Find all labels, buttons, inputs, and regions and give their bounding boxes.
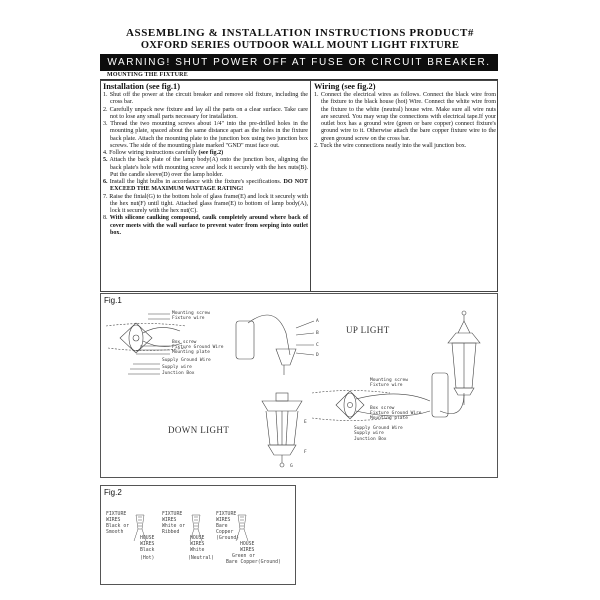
installation-step: 4. Follow wiring instructions carefully (see fig.2): [103, 150, 224, 156]
wire-label: WIRES: [106, 518, 121, 523]
installation-step: 6. Install the light bulbs in accordance with the fixture's specifications. DO NOT EXCEED THE MAXIMUM WATTAGE RATING!: [103, 179, 308, 193]
callout-label: Junction Box: [162, 371, 195, 376]
wire-label: Black: [140, 548, 155, 553]
wire-label: Ribbed: [162, 530, 180, 535]
wire-label: FIXTURE: [106, 512, 127, 517]
wire-label: White or: [162, 524, 186, 529]
wall-line: [106, 324, 186, 327]
callout-label: Junction Box: [354, 437, 387, 442]
wire-label: (Neutral): [188, 556, 214, 561]
installation-step: 1. Shut off the power at the circuit breaker and remove old fixture, including the cross bar.: [103, 92, 308, 106]
column-divider: [310, 80, 311, 292]
callout-label: Mounting screw: [370, 378, 408, 383]
wire-label: Black or: [106, 524, 130, 529]
callout-label: Box screw: [370, 406, 395, 411]
wire-label: WIRES: [162, 518, 177, 523]
installation-step: 5. Attach the back plate of the lamp body(A) onto the junction box, aligning the back plate's hole with mounting screw and lock it securely with the hex nuts(B). Put the candle sleeve(D) over the lamp holder.: [103, 157, 308, 178]
up-light-label: UP LIGHT: [346, 325, 390, 335]
callout-label: Supply wire: [162, 365, 192, 370]
part-letter: D: [316, 353, 319, 358]
wire-label: White: [190, 548, 205, 553]
wire-label: Bare Copper(Ground): [226, 560, 281, 565]
down-light-label: DOWN LIGHT: [168, 425, 230, 435]
wire-label: Green or: [232, 554, 256, 559]
callout-label: Mounting plate: [172, 350, 210, 355]
installation-heading: Installation (see fig.1): [103, 82, 180, 91]
wiring-step: 2. Tuck the wire connections neatly into the wall junction box.: [314, 142, 467, 149]
installation-step: 3. Thread the two mounting screws about 1/4" into the pre-drilled holes in the mounting plate, spaced about the same distance apart as the holes in the fixture back plate. Attach the mounting plate to the junction box using two junction box screws. The side of the mounting plate marked "GND" must face out.: [103, 121, 308, 149]
wire-label: HOUSE: [240, 542, 255, 547]
wire-label: WIRES: [240, 548, 255, 553]
part-letter: E: [304, 420, 307, 425]
wire-label: Smooth: [106, 530, 124, 535]
wire-label: HOUSE: [190, 536, 205, 541]
wiring-section: [314, 82, 496, 150]
callout-label: Box screw: [172, 340, 197, 345]
callout-label: Mounting plate: [370, 416, 408, 421]
wire-label: WIRES: [140, 542, 155, 547]
part-letter: F: [304, 450, 307, 455]
wire-label: WIRES: [190, 542, 205, 547]
wire-label: WIRES: [216, 518, 231, 523]
callout-label: Fixture Ground Wire: [370, 411, 422, 416]
wire-label: FIXTURE: [162, 512, 183, 517]
wire-label: FIXTURE: [216, 512, 237, 517]
warning-banner: WARNING! SHUT POWER OFF AT FUSE OR CIRCUIT BREAKER.: [100, 54, 498, 71]
callout-label: Fixture wire: [172, 316, 205, 321]
callout-label: Supply Ground Wire: [354, 426, 403, 431]
wiring-heading: Wiring (see fig.2): [314, 82, 376, 91]
installation-step: 8. With silicone caulking compound, caulk completely around where back of cover meets with the wall surface to prevent water from seeping into outlet box.: [103, 215, 308, 236]
junction-box: [129, 325, 143, 351]
wire-label: Bare: [216, 524, 228, 529]
callout-label: Mounting screw: [172, 311, 210, 316]
mounting-plate: [120, 323, 152, 353]
callout-label: Fixture wire: [370, 383, 403, 388]
figure-2-diagram: [100, 485, 296, 585]
installation-step: 7. Raise the finial(G) to the bottom hole of glass frame(E) and lock it securely with the hex nut(F) until tight. Attached glass frame(E) to bottom of lamp body(A), lock it securely with the hex nut(C).: [103, 193, 309, 214]
callout-label: Supply Ground Wire: [162, 358, 211, 363]
title-line-2: OXFORD SERIES OUTDOOR WALL MOUNT LIGHT FIXTURE: [140, 40, 460, 51]
installation-step: 2. Carefully unpack new fixture and lay all the parts on a clear surface. Take care not to lose any small parts necessary for installation.: [103, 106, 308, 120]
wire-label: (Hot): [140, 556, 155, 561]
callout-label: Fixture Ground Wire: [172, 345, 224, 350]
wiring-step: 1. Connect the electrical wires as follows. Connect the black wire from the fixture to the black house (hot) Wire. Connect the white wire from the fixture to the white (neutral) house wire. Make sure all wire nuts are secured. You may wrap the connections with electrical tape.If your outlet box has a ground wire (green or bare copper) connect fixture's ground wire to it. Otherwise attach the bare copper fixture wire to the green ground screw on the cross bar.: [314, 92, 497, 142]
callout-label: Supply wire: [354, 431, 384, 436]
lamp-cap: [262, 401, 302, 411]
part-letter: C: [316, 343, 319, 348]
back-plate: [236, 321, 254, 359]
title-line-1: ASSEMBLING & INSTALLATION INSTRUCTIONS PRODUCT#: [125, 27, 475, 39]
part-letter: B: [316, 331, 319, 336]
installation-section: [103, 82, 308, 237]
wire-label: Copper: [216, 530, 234, 535]
figure-1-diagram: [100, 293, 498, 478]
wire-label: HOUSE: [140, 536, 155, 541]
figure-2-label: Fig.2: [104, 488, 122, 497]
wire-label: (Ground): [216, 536, 240, 541]
part-letter: A: [316, 319, 319, 324]
mounting-heading: MOUNTING THE FIXTURE: [107, 72, 188, 78]
figure-1-label: Fig.1: [104, 296, 122, 305]
part-letter: G: [290, 464, 293, 469]
